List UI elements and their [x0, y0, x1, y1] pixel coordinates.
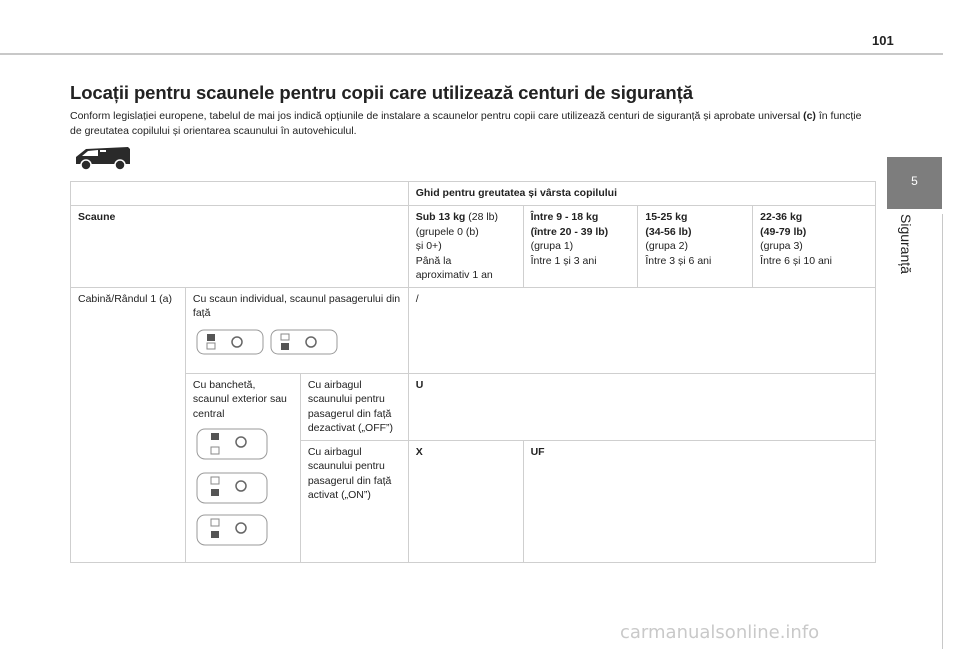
side-rule: [942, 214, 943, 649]
airbag-on-value-1: X: [408, 440, 523, 562]
child-seat-table: [70, 181, 876, 563]
weight-col-3: 15-25 kg (34-56 lb) (grupa 2) Între 3 și 6 ani: [638, 206, 753, 288]
seats-label: Scaune: [71, 206, 409, 288]
chapter-tab[interactable]: [887, 157, 942, 209]
chapter-number: 5: [911, 174, 918, 188]
chapter-title: [884, 214, 944, 304]
bench-seat-cell: [185, 373, 300, 562]
airbag-off-value: U: [408, 373, 875, 440]
individual-seat-value: /: [408, 287, 875, 373]
airbag-on-text: Cu airbagul scaunului pentru pasagerul din față activat („ON”): [300, 440, 408, 562]
intro-paragraph: [70, 109, 870, 139]
intro-text-1: Conform legislației europene, tabelul de mai jos indică opțiunile de instalare a scaunelor pentru copii care utilizează centuri de siguranță și aprobate universal: [70, 110, 804, 122]
chapter-title-text: Siguranță: [898, 214, 914, 274]
intro-code: (c): [803, 110, 816, 122]
van-icon: [72, 144, 134, 172]
seat-layout-icon: [193, 327, 343, 357]
page-title: Locații pentru scaunele pentru copii care utilizează centuri de siguranță: [70, 82, 693, 103]
weight-col-4: 22-36 kg (49-79 lb) (grupa 3) Între 6 și 10 ani: [753, 206, 876, 288]
bench-seat-text: Cu banchetă, scaunul exterior sau central: [192, 378, 287, 420]
page-number: 101: [872, 33, 894, 48]
group-header: Ghid pentru greutatea și vârsta copilului: [408, 182, 875, 206]
row-label: Cabină/Rândul 1 (a): [71, 287, 186, 562]
watermark: carmanualsonline.info: [620, 622, 820, 643]
bench-layout-icon: [193, 427, 273, 547]
weight-col-1: Sub 13 kg (28 lb) (grupele 0 (b) și 0+) Până la aproximativ 1 an: [408, 206, 523, 288]
airbag-off-text: Cu airbagul scaunului pentru pasagerul din față dezactivat („OFF”): [300, 373, 408, 440]
intro-text-2: în funcție de greutatea copilului și orientarea scaunului în autovehiculul.: [70, 110, 862, 137]
individual-seat-cell: [185, 287, 408, 373]
airbag-on-value-2: UF: [523, 440, 875, 562]
header-rule: [0, 53, 943, 55]
table-corner: [71, 182, 409, 206]
weight-col-2: Între 9 - 18 kg (între 20 - 39 lb) (grupa 1) Între 1 și 3 ani: [523, 206, 638, 288]
individual-seat-text: Cu scaun individual, scaunul pasagerului din față: [192, 292, 401, 319]
